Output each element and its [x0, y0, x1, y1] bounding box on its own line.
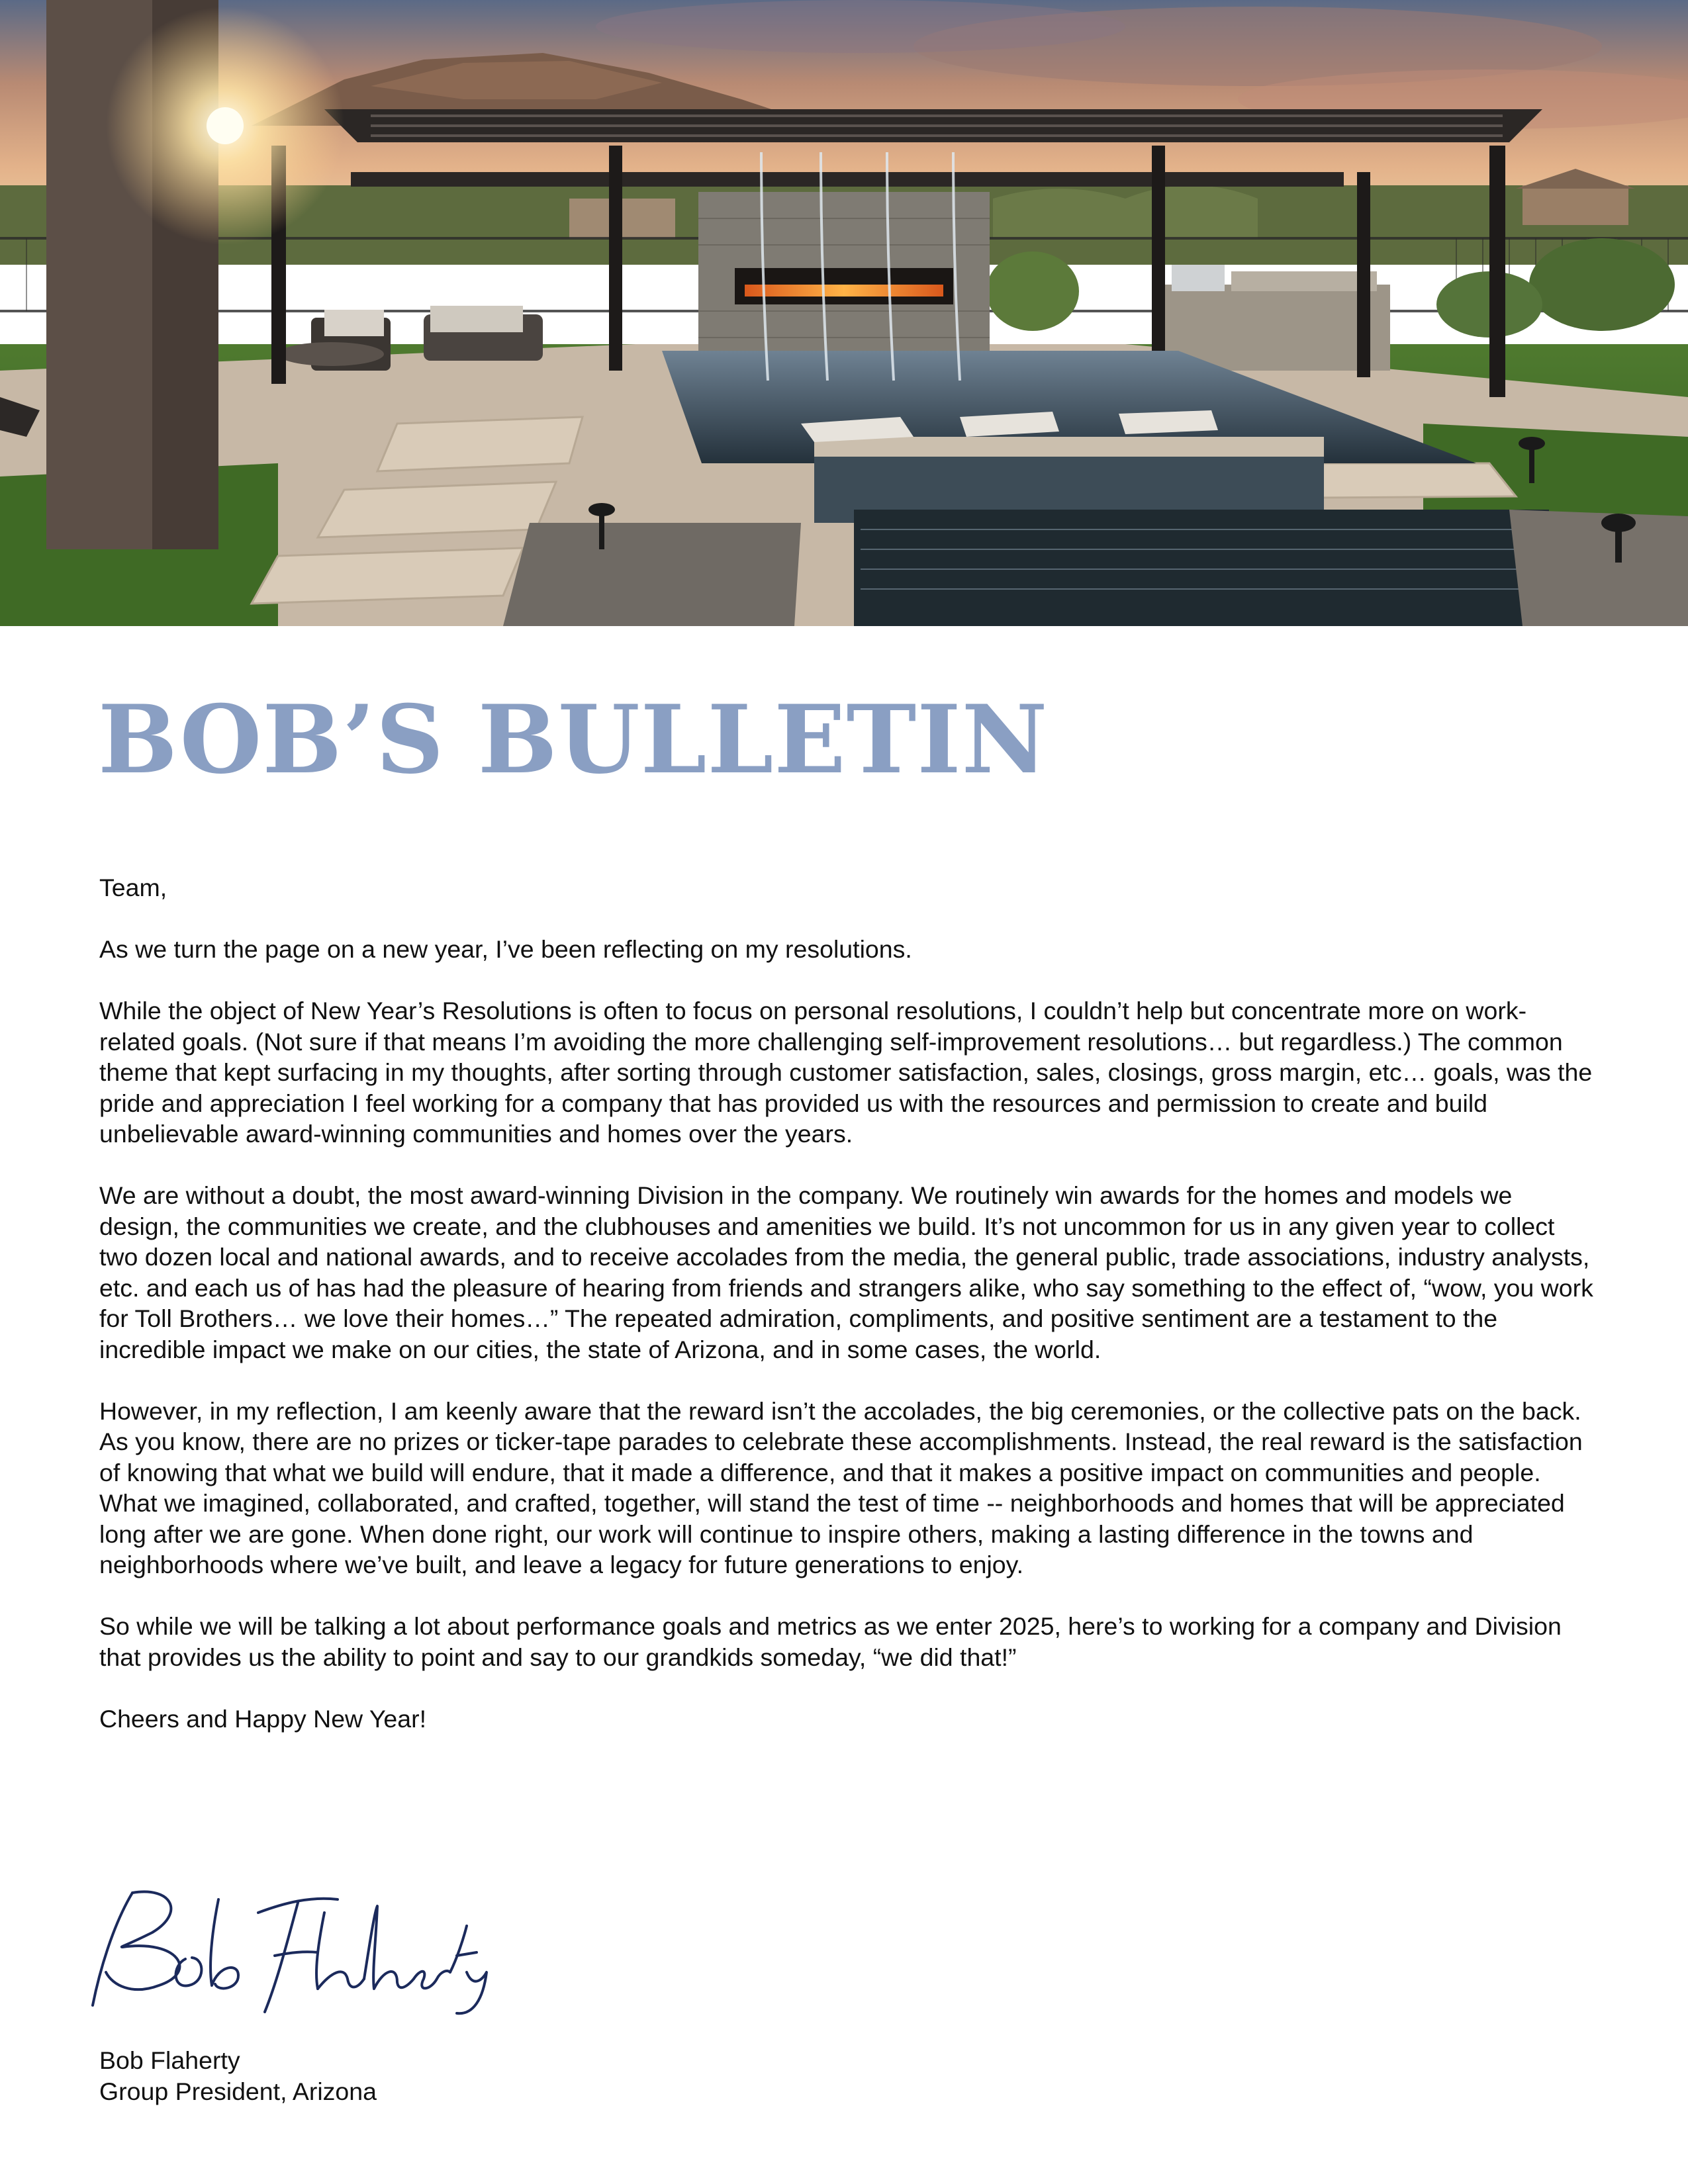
- backyard-pool-pergola-photo: [0, 0, 1688, 626]
- paragraph-1: As we turn the page on a new year, I’ve been reflecting on my resolutions.: [99, 935, 912, 963]
- handwritten-signature: [86, 1873, 496, 2019]
- signoff: [99, 2045, 377, 2107]
- letter-body: [99, 872, 1595, 1765]
- paragraph-2: While the object of New Year’s Resolutions is often to focus on personal resolutions, I couldn’t help but concentrate more on work-related goals. (Not sure if that means I’m avoiding the more challenging self-improvement resolutions… but regardless.) The common theme that kept surfacing in my thoughts, after sorting through customer satisfaction, sales, closings, gross margin, etc… goals, was the pride and appreciation I feel working for a company that has provided us with the resources and permission to create and build unbelievable award-winning communities and homes over the years.: [99, 997, 1593, 1148]
- paragraph-3: We are without a doubt, the most award-winning Division in the company. We routinely win awards for the homes and models we design, the communities we create, and the clubhouses and amenities we build. It’s not uncommon for us in any given year to collect two dozen local and national awards, and to receive accolades from the media, the general public, trade associations, industry analysts, etc. and each us of has had the pleasure of hearing from friends and strangers alike, who say something to the effect of, “wow, you work for Toll Brothers… we love their homes…” The repeated admiration, compliments, and positive sentiment are a testament to the incredible impact we make on our cities, the state of Arizona, and in some cases, the world.: [99, 1181, 1593, 1363]
- closing-line: Cheers and Happy New Year!: [99, 1704, 427, 1733]
- greeting: Team,: [99, 874, 167, 901]
- signer-name: Bob Flaherty: [99, 2046, 240, 2074]
- hero-photo: [0, 0, 1688, 626]
- paragraph-5: So while we will be talking a lot about performance goals and metrics as we enter 2025, here’s to working for a company and Division that provides us the ability to point and say to our grandkids someday, “we did that!”: [99, 1612, 1562, 1671]
- paragraph-4: However, in my reflection, I am keenly aware that the reward isn’t the accolades, the big ceremonies, or the collective pats on the back. As you know, there are no prizes or ticker-tape parades to celebrate these accomplishments. Instead, the real reward is the satisfaction of knowing that what we build will endure, that it made a difference, and that it makes a positive impact on communities and people. What we imagined, collaborated, and crafted, together, will stand the test of time -- neighborhoods and homes that will be appreciated long after we are gone. When done right, our work will continue to inspire others, making a lasting difference in the towns and neighborhoods where we’ve built, and leave a legacy for future generations to enjoy.: [99, 1396, 1583, 1578]
- bulletin-title: BOB’S BULLETIN: [98, 685, 1049, 795]
- signer-title: Group President, Arizona: [99, 2077, 377, 2105]
